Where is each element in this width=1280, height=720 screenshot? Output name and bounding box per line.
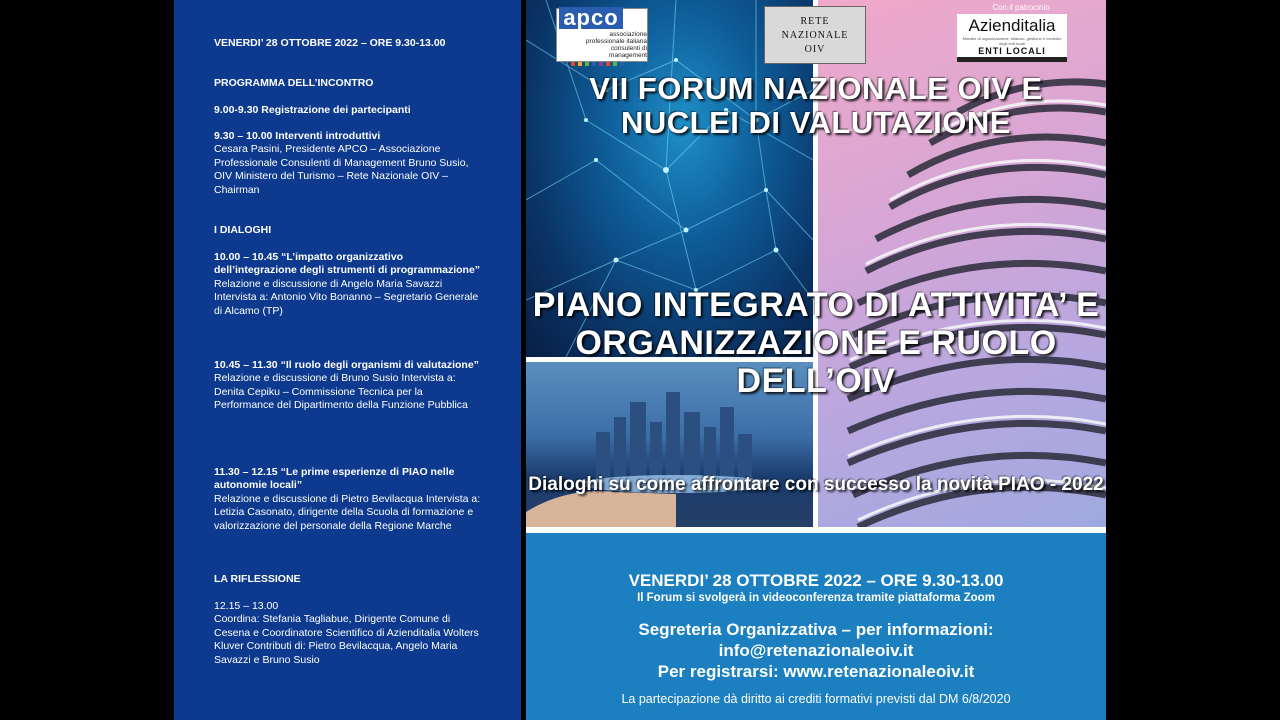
info-block [526, 533, 1106, 720]
program-panel [174, 0, 521, 720]
azienditalia-logo [957, 14, 1067, 62]
enti-locali-label: ENTI LOCALI [978, 46, 1046, 56]
intro-block [214, 130, 484, 197]
riflessione-body: Coordina: Stefania Tagliabue, Dirigente Comune di Cesena e Coordinatore Scientifico di Azienditalia Wolters Kluver Contributi di: Pietro Bevilacqua, Angelo Maria Savazzi e Bruno Susio [214, 613, 479, 666]
piao-title: PIANO INTEGRATO DI ATTIVITA’ E ORGANIZZAZIONE E RUOLO DELL’OIV [532, 286, 1100, 400]
rete-logo-line: NAZIONALE [781, 30, 849, 41]
session-title: 10.00 – 10.45 “L’impatto organizzativo dell’integrazione degli strumenti di programmazione” [214, 251, 481, 277]
session-1 [214, 251, 484, 318]
info-credits: La partecipazione dà diritto ai crediti formativi previsti dal DM 6/8/2020 [621, 692, 1011, 706]
rete-nazionale-oiv-logo [764, 6, 866, 64]
program-date: VENERDI’ 28 OTTOBRE 2022 – ORE 9.30-13.00 [214, 37, 446, 49]
program-heading: PROGRAMMA DELL’INCONTRO [214, 77, 374, 89]
session-title: 11.30 – 12.15 “Le prime esperienze di PIAO nelle autonomie locali” [214, 466, 455, 492]
apco-logo-subtitle: associazione professionale italiana consulenti di management [585, 31, 647, 59]
poster-subtitle: Dialoghi su come affrontare con successo la novità PIAO - 2022 [528, 474, 1104, 495]
info-date: VENERDI’ 28 OTTOBRE 2022 – ORE 9.30-13.00 [628, 571, 1004, 590]
riflessione-block [214, 600, 484, 667]
session-body: Relazione e discussione di Bruno Susio Intervista a: Denita Cepiku – Commissione Tecnica per la Performance del Dipartimento della Funzione Pubblica [214, 372, 468, 412]
session-body: Relazione e discussione di Pietro Bevilacqua Intervista a: Letizia Casonato, dirigente della Scuola di formazione e valorizzazione del personale della Regione Marche [214, 492, 481, 532]
info-zoom-note: Il Forum si svolgerà in videoconferenza tramite piattaforma Zoom [637, 592, 995, 604]
intro-body: Cesara Pasini, Presidente APCO – Associazione Professionale Consulenti di Management Bruno Susio, OIV Ministero del Turismo – Rete Nazionale OIV – Chairman [214, 143, 469, 196]
rete-logo-line: OIV [804, 44, 826, 55]
info-segreteria: Segreteria Organizzativa – per informazioni: [638, 620, 994, 639]
apco-logo-title: apco [559, 7, 623, 29]
session-2 [214, 359, 484, 413]
patrocinio-label: Con il patrocinio [992, 3, 1050, 12]
session-3 [214, 466, 484, 533]
forum-title: VII FORUM NAZIONALE OIV E NUCLEI DI VALUTAZIONE [589, 71, 1043, 140]
riflessione-heading: LA RIFLESSIONE [214, 573, 301, 585]
azienditalia-tagline: Mensile di organizzazione, bilancio, gestione e controllo degli enti locali [962, 36, 1062, 46]
apco-logo [556, 5, 648, 62]
riflessione-time: 12.15 – 13.00 [214, 600, 279, 612]
intro-heading: 9.30 – 10.00 Interventi introduttivi [214, 130, 381, 142]
session-body: Relazione e discussione di Angelo Maria Savazzi Intervista a: Antonio Vito Bonanno – Segretario Generale di Alcamo (TP) [214, 277, 479, 317]
azienditalia-bar [957, 57, 1067, 62]
event-poster [526, 0, 1106, 720]
session-title: 10.45 – 11.30 “Il ruolo degli organismi di valutazione” [214, 359, 479, 371]
apco-logo-dots [571, 53, 627, 71]
info-register: Per registrarsi: www.retenazionaleoiv.it [657, 662, 975, 681]
info-email: info@retenazionaleoiv.it [718, 641, 914, 660]
registration-line: 9.00-9.30 Registrazione dei partecipanti [214, 104, 411, 116]
rete-logo-line: RETE [800, 16, 830, 27]
azienditalia-name: Azienditalia [968, 16, 1056, 35]
dialoghi-heading: I DIALOGHI [214, 224, 272, 236]
